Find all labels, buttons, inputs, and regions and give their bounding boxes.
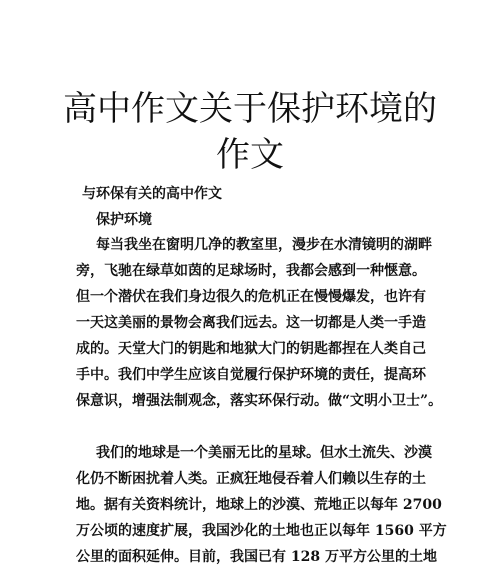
paragraph-1-line: 手中。我们中学生应该自觉履行保护环境的责任，提高环 <box>76 367 426 383</box>
title-line-1: 高中作文关于保护环境的 <box>63 89 437 129</box>
paragraph-1-line: 每当我坐在窗明几净的教室里，漫步在水清镜明的湖畔 <box>96 237 432 253</box>
paragraph-1-line: 旁，飞驰在绿草如茵的足球场时，我都会感到一种惬意。 <box>76 263 426 279</box>
paragraph-1-line: 成的。天堂大门的钥匙和地狱大门的钥匙都捏在人类自己 <box>76 341 426 357</box>
document-subtitle: 与环保有关的高中作文 <box>82 186 222 202</box>
paragraph-2-line: 我们的地球是一个美丽无比的星球。但水土流失、沙漠 <box>96 445 432 461</box>
section-heading: 保护环境 <box>96 212 152 228</box>
document-title <box>60 86 440 178</box>
paragraph-2-line: 万公顷的速度扩展，我国沙化的土地也正以每年 1560 平方 <box>76 523 447 539</box>
paragraph-1-line: 但一个潜伏在我们身边很久的危机正在慢慢爆发，也许有 <box>76 289 426 305</box>
paragraph-2-line: 化仍不断困扰着人类。正疯狂地侵吞着人们赖以生存的土 <box>76 471 426 487</box>
paragraph-1-line: 保意识，增强法制观念，落实环保行动。做“文明小卫士”。 <box>76 393 443 409</box>
paragraph-2-line: 公里的面积延伸。目前，我国已有 128 万平方公里的土地 <box>76 549 437 565</box>
paragraph-2-line: 地。据有关资料统计，地球上的沙漠、荒地正以每年 2700 <box>76 497 442 513</box>
paragraph-1-line: 一天这美丽的景物会离我们远去。这一切都是人类一手造 <box>76 315 426 331</box>
title-line-2: 作文 <box>216 135 284 175</box>
